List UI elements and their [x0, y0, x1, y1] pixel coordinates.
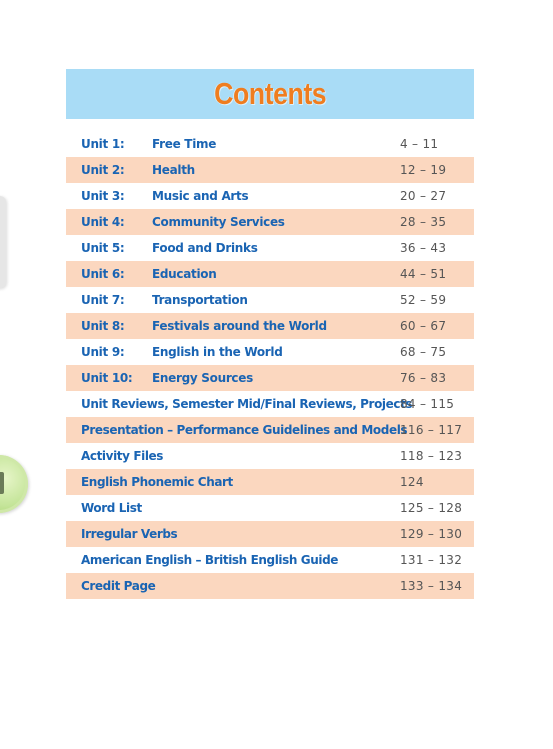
page-range: 36 – 43: [400, 241, 447, 255]
contents-rows: [66, 131, 474, 599]
page-range: 60 – 67: [400, 319, 447, 333]
page-range: 20 – 27: [400, 189, 447, 203]
page-range: 68 – 75: [400, 345, 447, 359]
unit-number: Unit 7:: [81, 293, 125, 307]
unit-title: Community Services: [152, 215, 285, 229]
toc-row-unit-2[interactable]: [66, 157, 474, 183]
unit-number: Unit 2:: [81, 163, 125, 177]
unit-title: Education: [152, 267, 217, 281]
toc-row-irregular-verbs[interactable]: [66, 521, 474, 547]
page-range: 118 – 123: [400, 449, 463, 463]
section-title: Credit Page: [81, 579, 156, 593]
toc-row-unit-9[interactable]: [66, 339, 474, 365]
unit-number: Unit 3:: [81, 189, 125, 203]
contents-header: [66, 69, 474, 119]
unit-title: Food and Drinks: [152, 241, 258, 255]
toc-row-unit-5[interactable]: [66, 235, 474, 261]
toc-row-word-list[interactable]: [66, 495, 474, 521]
page-range: 52 – 59: [400, 293, 447, 307]
unit-title: Festivals around the World: [152, 319, 327, 333]
section-title: English Phonemic Chart: [81, 475, 233, 489]
contents-table: [66, 69, 474, 599]
page-range: 84 – 115: [400, 397, 455, 411]
section-title: Irregular Verbs: [81, 527, 178, 541]
page-range: 44 – 51: [400, 267, 447, 281]
section-title: Presentation – Performance Guidelines and Models: [81, 423, 408, 437]
section-title: Activity Files: [81, 449, 164, 463]
toc-row-phonemic-chart[interactable]: [66, 469, 474, 495]
badge-mark: [0, 472, 4, 494]
unit-title: Energy Sources: [152, 371, 253, 385]
unit-title: Transportation: [152, 293, 248, 307]
unit-number: Unit 4:: [81, 215, 125, 229]
page-range: 28 – 35: [400, 215, 447, 229]
toc-row-american-british-guide[interactable]: [66, 547, 474, 573]
unit-number: Unit 9:: [81, 345, 125, 359]
unit-number: Unit 10:: [81, 371, 133, 385]
unit-title: English in the World: [152, 345, 283, 359]
toc-row-unit-3[interactable]: [66, 183, 474, 209]
page-range: 76 – 83: [400, 371, 447, 385]
page-range: 12 – 19: [400, 163, 447, 177]
toc-row-unit-10[interactable]: [66, 365, 474, 391]
unit-title: Music and Arts: [152, 189, 249, 203]
unit-number: Unit 1:: [81, 137, 125, 151]
toc-row-activity-files[interactable]: [66, 443, 474, 469]
page-range: 129 – 130: [400, 527, 463, 541]
unit-title: Free Time: [152, 137, 217, 151]
page-range: 133 – 134: [400, 579, 463, 593]
page-range: 4 – 11: [400, 137, 439, 151]
unit-number: Unit 8:: [81, 319, 125, 333]
toc-row-unit-8[interactable]: [66, 313, 474, 339]
toc-row-unit-4[interactable]: [66, 209, 474, 235]
toc-row-unit-1[interactable]: [66, 131, 474, 157]
unit-number: Unit 5:: [81, 241, 125, 255]
unit-title: Health: [152, 163, 195, 177]
page-range: 131 – 132: [400, 553, 463, 567]
adjacent-page-tab: [0, 196, 6, 288]
toc-row-presentation[interactable]: [66, 417, 474, 443]
section-title: Unit Reviews, Semester Mid/Final Reviews, Projects: [81, 397, 413, 411]
adjacent-page-badge: [0, 455, 28, 513]
page-range: 125 – 128: [400, 501, 463, 515]
toc-row-reviews[interactable]: [66, 391, 474, 417]
contents-title: Contents: [213, 76, 327, 111]
section-title: Word List: [81, 501, 142, 515]
toc-row-unit-6[interactable]: [66, 261, 474, 287]
unit-number: Unit 6:: [81, 267, 125, 281]
page-range: 124: [400, 475, 424, 489]
section-title: American English – British English Guide: [81, 553, 339, 567]
toc-row-credit-page[interactable]: [66, 573, 474, 599]
page-range: 116 – 117: [400, 423, 463, 437]
toc-row-unit-7[interactable]: [66, 287, 474, 313]
